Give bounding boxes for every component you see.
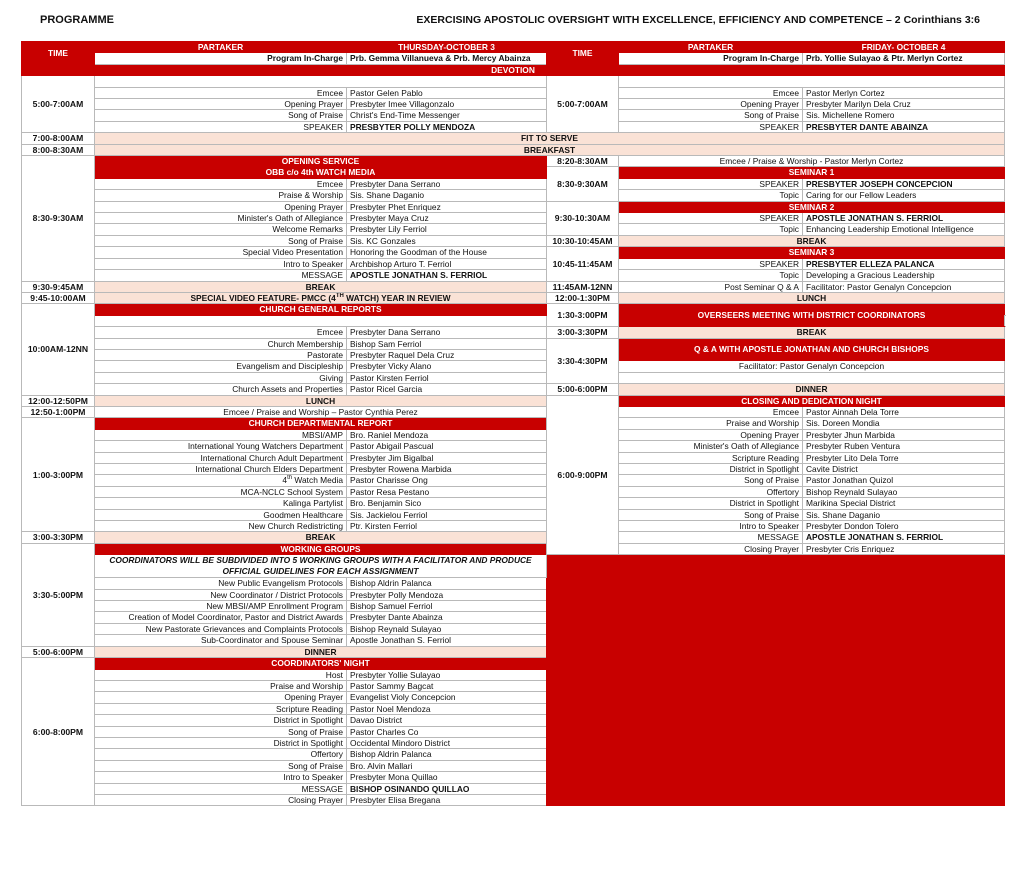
role-label: District in Spotlight	[95, 715, 347, 726]
person-name: Pastor Jonathan Quizol	[803, 475, 1005, 486]
role-label: International Young Watchers Department	[95, 441, 347, 452]
table-row	[22, 304, 1005, 315]
role-label: Intro to Speaker	[95, 258, 347, 269]
empty-red-area	[547, 555, 1005, 806]
time-header: TIME	[547, 42, 619, 65]
section-header: OBB c/o 4th WATCH MEDIA	[95, 167, 547, 178]
in-charge-value: Prb. Gemma Villanueva & Prb. Mercy Abainza	[347, 53, 547, 64]
section-header: Q & A WITH APOSTLE JONATHAN AND CHURCH BISHOPS	[619, 338, 1005, 361]
person-name: Pastor Charisse Ong	[347, 475, 547, 486]
role-label: Evangelism and Discipleship	[95, 361, 347, 372]
info-cell: Emcee / Praise and Worship – Pastor Cynthia Perez	[95, 406, 547, 417]
time-cell: 3:30-4:30PM	[547, 338, 619, 384]
role-label: New MBSI/AMP Enrollment Program	[95, 601, 347, 612]
person-name: PRESBYTER DANTE ABAINZA	[803, 121, 1005, 132]
role-label: Song of Praise	[619, 509, 803, 520]
programme-title: PROGRAMME	[40, 14, 114, 26]
role-label: Host	[95, 669, 347, 680]
person-name: Pastor Gelen Pablo	[347, 87, 547, 98]
role-label: District in Spotlight	[619, 498, 803, 509]
role-label: Goodmen Healthcare	[95, 509, 347, 520]
person-name: APOSTLE JONATHAN S. FERRIOL	[803, 532, 1005, 543]
section-header: SEMINAR 3	[619, 247, 1005, 258]
person-name: Bro. Alvin Mallari	[347, 760, 547, 771]
time-cell: 12:50-1:00PM	[22, 406, 95, 417]
role-label: Opening Prayer	[95, 201, 347, 212]
role-label: MCA-NCLC School System	[95, 486, 347, 497]
role-label: Church Membership	[95, 338, 347, 349]
table-row	[22, 213, 1005, 224]
time-cell: 3:30-5:00PM	[22, 543, 95, 646]
time-cell: 9:30-10:30AM	[547, 201, 619, 235]
person-name: Christ's End-Time Messenger	[347, 110, 547, 121]
time-cell: 6:00-9:00PM	[547, 395, 619, 555]
time-cell: 3:00-3:30PM	[547, 327, 619, 338]
role-label: Song of Praise	[619, 475, 803, 486]
role-label: MESSAGE	[619, 532, 803, 543]
person-name: PRESBYTER JOSEPH CONCEPCION	[803, 178, 1005, 189]
role-label: Closing Prayer	[619, 543, 803, 554]
role-label: MESSAGE	[95, 783, 347, 794]
table-row	[22, 338, 1005, 349]
person-name: Pastor Noel Mendoza	[347, 703, 547, 714]
break-banner: DINNER	[95, 646, 547, 657]
person-name: Sis. KC Gonzales	[347, 235, 547, 246]
person-name: Honoring the Goodman of the House	[347, 247, 547, 258]
person-name: Presbyter Ruben Ventura	[803, 441, 1005, 452]
schedule-cell	[95, 76, 547, 87]
working-groups-note: COORDINATORS WILL BE SUBDIVIDED INTO 5 WORKING GROUPS WITH A FACILITATOR AND PRODUCE OFFICIAL GUIDELINES FOR EACH ASSIGNMENT	[95, 555, 547, 578]
role-label: Topic	[619, 224, 803, 235]
info-cell: Emcee / Praise & Worship - Pastor Merlyn Cortez	[619, 156, 1005, 167]
time-cell: 10:30-10:45AM	[547, 235, 619, 246]
person-name: Archbishop Arturo T. Ferriol	[347, 258, 547, 269]
role-label: Pastorate	[95, 349, 347, 360]
time-cell: 5:00-7:00AM	[22, 76, 95, 133]
person-name: Presbyter Yollie Sulayao	[347, 669, 547, 680]
table-row	[22, 464, 1005, 475]
in-charge-label: Program In-Charge	[619, 53, 803, 64]
role-label: Song of Praise	[95, 726, 347, 737]
time-cell: 9:45-10:00AM	[22, 292, 95, 303]
table-row	[22, 429, 1005, 440]
person-name: Pastor Resa Pestano	[347, 486, 547, 497]
role-label: Special Video Presentation	[95, 247, 347, 258]
break-banner: BREAK	[619, 327, 1005, 338]
time-cell: 10:00AM-12NN	[22, 304, 95, 395]
section-header: CHURCH DEPARTMENTAL REPORT	[95, 418, 547, 429]
role-label: New Public Evangelism Protocols	[95, 578, 347, 589]
role-label: Kalinga Partylist	[95, 498, 347, 509]
role-label: Opening Prayer	[95, 692, 347, 703]
person-name: Pastor Kirsten Ferriol	[347, 372, 547, 383]
day2-header: FRIDAY- OCTOBER 4	[803, 42, 1005, 53]
role-label: Creation of Model Coordinator, Pastor and District Awards	[95, 612, 347, 623]
table-row	[22, 121, 1005, 132]
partaker-header: PARTAKER	[619, 42, 803, 53]
person-name: Bishop Samuel Ferriol	[347, 601, 547, 612]
person-name: Presbyter Cris Enriquez	[803, 543, 1005, 554]
table-row	[22, 509, 1005, 520]
role-label: Praise and Worship	[619, 418, 803, 429]
time-cell: 5:00-7:00AM	[547, 76, 619, 133]
role-label: Praise and Worship	[95, 680, 347, 691]
section-header: SEMINAR 1	[619, 167, 1005, 178]
role-label: Opening Prayer	[95, 99, 347, 110]
table-row	[22, 475, 1005, 486]
person-name: Pastor Ainnah Dela Torre	[803, 406, 1005, 417]
person-name: Presbyter Mona Quillao	[347, 772, 547, 783]
time-cell: 5:00-6:00PM	[547, 384, 619, 395]
person-name: Presbyter Phet Enriquez	[347, 201, 547, 212]
table-row	[22, 178, 1005, 189]
role-label: Opening Prayer	[619, 99, 803, 110]
person-name: Pastor Charles Co	[347, 726, 547, 737]
person-name: Presbyter Jim Bigalbal	[347, 452, 547, 463]
table-row	[22, 190, 1005, 201]
role-label: Song of Praise	[95, 110, 347, 121]
person-name: Presbyter Dondon Tolero	[803, 521, 1005, 532]
table-row	[22, 498, 1005, 509]
fit-to-serve-banner: FIT TO SERVE	[95, 133, 1005, 144]
role-label: International Church Elders Department	[95, 464, 347, 475]
role-label: District in Spotlight	[95, 737, 347, 748]
role-label: MBSI/AMP	[95, 429, 347, 440]
person-name: Presbyter Polly Mendoza	[347, 589, 547, 600]
section-header: COORDINATORS' NIGHT	[95, 658, 547, 669]
table-row	[22, 201, 1005, 212]
person-name: Presbyter Lito Dela Torre	[803, 452, 1005, 463]
table-row	[22, 452, 1005, 463]
table-row	[22, 281, 1005, 292]
header-row	[22, 42, 1005, 53]
table-row	[22, 543, 1005, 554]
role-label: Closing Prayer	[95, 794, 347, 805]
role-label: New Pastorate Grievances and Complaints Protocols	[95, 623, 347, 634]
person-name: PRESBYTER ELLEZA PALANCA	[803, 258, 1005, 269]
role-label: Post Seminar Q & A	[619, 281, 803, 292]
person-name: Sis. Jackielou Ferriol	[347, 509, 547, 520]
break-banner: BREAK	[619, 235, 1005, 246]
table-row	[22, 144, 1005, 155]
person-name: Bishop Reynald Sulayao	[803, 486, 1005, 497]
person-name: Sis. Michellene Romero	[803, 110, 1005, 121]
in-charge-row	[22, 53, 1005, 64]
role-label: Song of Praise	[95, 760, 347, 771]
break-banner: SPECIAL VIDEO FEATURE- PMCC (4TH WATCH) YEAR IN REVIEW	[95, 292, 547, 303]
person-name: APOSTLE JONATHAN S. FERRIOL	[803, 213, 1005, 224]
time-header: TIME	[22, 42, 95, 65]
role-label: New Church Redistricting	[95, 521, 347, 532]
info-cell: Facilitator: Pastor Genalyn Concepcion	[619, 361, 1005, 372]
role-label: Praise & Worship	[95, 190, 347, 201]
role-label: Song of Praise	[95, 235, 347, 246]
person-name: Pastor Sammy Bagcat	[347, 680, 547, 691]
time-cell: 1:30-3:00PM	[547, 304, 619, 327]
person-name: Enhancing Leadership Emotional Intelligence	[803, 224, 1005, 235]
in-charge-label: Program In-Charge	[95, 53, 347, 64]
person-name: Sis. Shane Daganio	[347, 190, 547, 201]
role-label: MESSAGE	[95, 270, 347, 281]
table-row	[22, 441, 1005, 452]
time-cell: 11:45AM-12NN	[547, 281, 619, 292]
role-label: Emcee	[95, 327, 347, 338]
role-label: Intro to Speaker	[619, 521, 803, 532]
table-row	[22, 110, 1005, 121]
table-row	[22, 99, 1005, 110]
schedule-cell	[95, 315, 547, 326]
schedule-cell	[619, 372, 1005, 383]
role-label: Emcee	[95, 178, 347, 189]
table-row	[22, 292, 1005, 303]
person-name: Presbyter Vicky Alano	[347, 361, 547, 372]
person-name: Presbyter Elisa Bregana	[347, 794, 547, 805]
day1-header: THURSDAY-OCTOBER 3	[347, 42, 547, 53]
role-label: Emcee	[95, 87, 347, 98]
person-name: Davao District	[347, 715, 547, 726]
time-cell: 12:00-12:50PM	[22, 395, 95, 406]
time-cell: 6:00-8:00PM	[22, 658, 95, 806]
role-label: Welcome Remarks	[95, 224, 347, 235]
person-name: Sis. Doreen Mondia	[803, 418, 1005, 429]
partaker-header: PARTAKER	[95, 42, 347, 53]
person-name: Bishop Aldrin Palanca	[347, 749, 547, 760]
devotion-banner: DEVOTION	[22, 64, 1005, 75]
break-banner: BREAK	[95, 532, 547, 543]
role-label: Sub-Coordinator and Spouse Seminar	[95, 635, 347, 646]
person-name: Bro. Benjamin Sico	[347, 498, 547, 509]
time-cell: 1:00-3:00PM	[22, 418, 95, 532]
person-name: Presbyter Lily Ferriol	[347, 224, 547, 235]
time-cell: 8:00-8:30AM	[22, 144, 95, 155]
person-name: Presbyter Dana Serrano	[347, 327, 547, 338]
role-label: Scripture Reading	[95, 703, 347, 714]
in-charge-value: Prb. Yollie Sulayao & Ptr. Merlyn Cortez	[803, 53, 1005, 64]
role-label: District in Spotlight	[619, 464, 803, 475]
person-name: Cavite District	[803, 464, 1005, 475]
person-name: Pastor Merlyn Cortez	[803, 87, 1005, 98]
role-label: 4th Watch Media	[95, 475, 347, 486]
table-row	[22, 395, 1005, 406]
person-name: Occidental Mindoro District	[347, 737, 547, 748]
person-name: Apostle Jonathan S. Ferriol	[347, 635, 547, 646]
table-row	[22, 532, 1005, 543]
time-cell: 8:30-9:30AM	[547, 167, 619, 201]
role-label: Offertory	[95, 749, 347, 760]
schedule-table	[21, 41, 1005, 806]
person-name: Developing a Gracious Leadership	[803, 270, 1005, 281]
table-row	[22, 361, 1005, 372]
section-header: WORKING GROUPS	[95, 543, 547, 554]
time-cell: 10:45-11:45AM	[547, 247, 619, 281]
person-name: Presbyter Raquel Dela Cruz	[347, 349, 547, 360]
break-banner: BREAK	[95, 281, 547, 292]
role-label: Topic	[619, 190, 803, 201]
time-cell: 8:20-8:30AM	[547, 156, 619, 167]
person-name: Presbyter Imee Villagonzalo	[347, 99, 547, 110]
breakfast-banner: BREAKFAST	[95, 144, 1005, 155]
person-name: PRESBYTER POLLY MENDOZA	[347, 121, 547, 132]
role-label: Emcee	[619, 406, 803, 417]
role-label: Opening Prayer	[619, 429, 803, 440]
person-name: Bishop Reynald Sulayao	[347, 623, 547, 634]
person-name: Evangelist Violy Concepcion	[347, 692, 547, 703]
person-name: Presbyter Rowena Marbida	[347, 464, 547, 475]
schedule-cell	[619, 76, 1005, 87]
time-cell: 12:00-1:30PM	[547, 292, 619, 303]
table-row	[22, 87, 1005, 98]
role-label: International Church Adult Department	[95, 452, 347, 463]
role-label: Church Assets and Properties	[95, 384, 347, 395]
role-label: Offertory	[619, 486, 803, 497]
table-row	[22, 384, 1005, 395]
time-cell: 3:00-3:30PM	[22, 532, 95, 543]
table-row	[22, 258, 1005, 269]
time-cell: 8:30-9:30AM	[22, 156, 95, 281]
page-header	[40, 14, 980, 32]
person-name: Presbyter Marilyn Dela Cruz	[803, 99, 1005, 110]
role-label: SPEAKER	[619, 178, 803, 189]
role-label: Scripture Reading	[619, 452, 803, 463]
devotion-row	[22, 64, 1005, 75]
role-label: Giving	[95, 372, 347, 383]
person-name: Bro. Raniel Mendoza	[347, 429, 547, 440]
role-label: Song of Praise	[619, 110, 803, 121]
table-row	[22, 76, 1005, 87]
table-row	[22, 406, 1005, 417]
person-name: Presbyter Dana Serrano	[347, 178, 547, 189]
table-row	[22, 327, 1005, 338]
role-label: Topic	[619, 270, 803, 281]
role-label: Minister's Oath of Allegiance	[619, 441, 803, 452]
table-row	[22, 224, 1005, 235]
break-banner: LUNCH	[619, 292, 1005, 303]
person-name: Caring for our Fellow Leaders	[803, 190, 1005, 201]
break-banner: DINNER	[619, 384, 1005, 395]
table-row	[22, 555, 1005, 578]
role-label: Emcee	[619, 87, 803, 98]
role-label: SPEAKER	[619, 213, 803, 224]
person-name: Presbyter Dante Abainza	[347, 612, 547, 623]
person-name: Facilitator: Pastor Genalyn Concepcion	[803, 281, 1005, 292]
time-cell: 9:30-9:45AM	[22, 281, 95, 292]
table-row	[22, 247, 1005, 258]
role-label: New Coordinator / District Protocols	[95, 589, 347, 600]
person-name: Bishop Sam Ferriol	[347, 338, 547, 349]
time-cell: 5:00-6:00PM	[22, 646, 95, 657]
table-row	[22, 486, 1005, 497]
person-name: Ptr. Kirsten Ferriol	[347, 521, 547, 532]
section-header: OVERSEERS MEETING WITH DISTRICT COORDINATORS	[619, 304, 1005, 327]
person-name: Sis. Shane Daganio	[803, 509, 1005, 520]
table-row	[22, 235, 1005, 246]
break-banner: LUNCH	[95, 395, 547, 406]
person-name: Bishop Aldrin Palanca	[347, 578, 547, 589]
person-name: Presbyter Jhun Marbida	[803, 429, 1005, 440]
role-label: SPEAKER	[619, 258, 803, 269]
role-label: Minister's Oath of Allegiance	[95, 213, 347, 224]
person-name: APOSTLE JONATHAN S. FERRIOL	[347, 270, 547, 281]
role-label: SPEAKER	[95, 121, 347, 132]
table-row	[22, 270, 1005, 281]
table-row	[22, 418, 1005, 429]
table-row	[22, 372, 1005, 383]
person-name: BISHOP OSINANDO QUILLAO	[347, 783, 547, 794]
role-label: SPEAKER	[619, 121, 803, 132]
person-name: Presbyter Maya Cruz	[347, 213, 547, 224]
table-row	[22, 133, 1005, 144]
section-header: CLOSING AND DEDICATION NIGHT	[619, 395, 1005, 406]
time-cell: 7:00-8:00AM	[22, 133, 95, 144]
person-name: Pastor Ricel Garcia	[347, 384, 547, 395]
table-row	[22, 156, 1005, 167]
section-header: OPENING SERVICE	[95, 156, 547, 167]
section-header: CHURCH GENERAL REPORTS	[95, 304, 547, 315]
person-name: Pastor Abigail Pascual	[347, 441, 547, 452]
section-header: SEMINAR 2	[619, 201, 1005, 212]
table-row	[22, 521, 1005, 532]
theme-title: EXERCISING APOSTOLIC OVERSIGHT WITH EXCELLENCE, EFFICIENCY AND COMPETENCE – 2 Corinthians 3:6	[416, 14, 980, 26]
role-label: Intro to Speaker	[95, 772, 347, 783]
table-row	[22, 167, 1005, 178]
person-name: Marikina Special District	[803, 498, 1005, 509]
